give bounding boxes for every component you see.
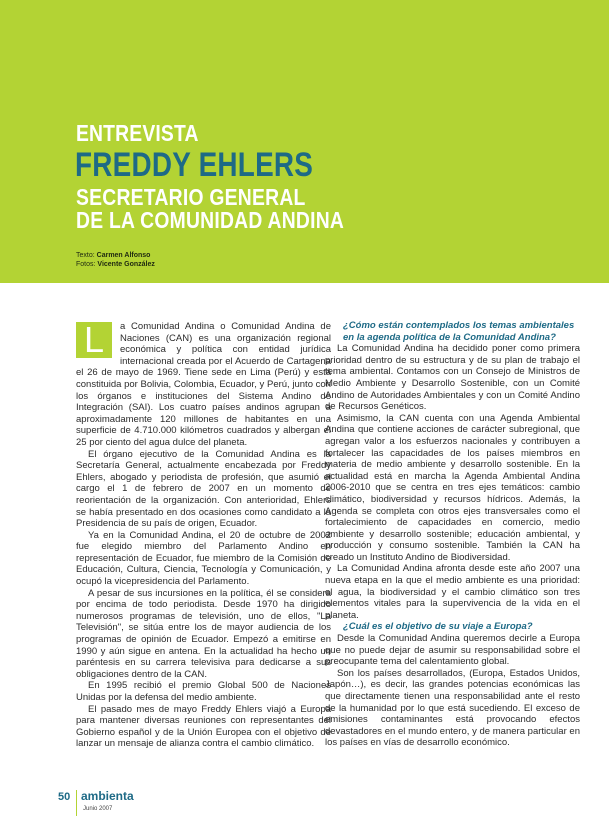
- paragraph: Son los países desarrollados, (Europa, Estados Unidos, Japón…), es decir, las grandes potencias económicas las que directamente tienen una responsabilidad ante el resto de la humanidad por lo que está sucediendo. El exceso de emisiones contaminantes está provocando efectos devastadores en el mundo entero, y de manera particular en los países en vías de desarrollo económico.: [325, 667, 580, 749]
- header-banner: [0, 0, 609, 283]
- photo-credit-author: Vicente González: [97, 261, 155, 268]
- subtitle-line-2: DE LA COMUNIDAD ANDINA: [76, 207, 345, 233]
- drop-cap: L: [76, 322, 112, 358]
- page-number: 50: [58, 791, 71, 803]
- paragraph: La Comunidad Andina afronta desde este año 2007 una nueva etapa en la que el medio ambiente es una prioridad: el agua, la biodiversidad y el cambio climático son tres elementos vitales para la supervivencia de la vida en el planeta.: [325, 563, 580, 621]
- interview-question: ¿Cómo están contemplados los temas ambientales en la agenda política de la Comunidad Andina?: [343, 320, 575, 343]
- paragraph: Asimismo, la CAN cuenta con una Agenda Ambiental Andina que contiene acciones de carácter subregional, que agregan valor a los esfuerzos nacionales y contribuyen a fortalecer las capacidades de los países miembros en materia de medio ambiente y desarrollo sostenible. En la actualidad está en marcha la Agenda Ambiental Andina 2006-2010 que se centra en tres ejes temáticos: cambio climático, biodiversidad y recursos hídricos. Además, la Agenda se completa con otros ejes transversales como el fortalecimiento de capacidades en comercio, medio ambiente y desarrollo sostenible; educación ambiental, y producción y consumo sostenible. También la CAN ha creado un Instituto Andino de Biodiversidad.: [325, 412, 580, 563]
- interviewee-name: FREDDY EHLERS: [75, 146, 314, 184]
- paragraph: A pesar de sus incursiones en la política, él se considera por encima de todo periodista. Desde 1970 ha dirigido numerosos programas de televisión, uno de ellos, "La Televisión", se sitúa entre los de mayor audiencia de los programas de opinión de Ecuador. Empezó a emitirse en 1990 y aún sigue en antena. En la actualidad ha hecho un paréntesis en su carrera televisiva para dedicarse a sus obligaciones dentro de la CAN.: [76, 587, 331, 680]
- text-credit: [76, 251, 155, 260]
- paragraph: Desde la Comunidad Andina queremos decirle a Europa que no puede dejar de asumir su responsabilidad sobre el preocupante tema del calentamiento global.: [325, 633, 580, 668]
- paragraph: El órgano ejecutivo de la Comunidad Andina es la Secretaría General, actualmente encabezada por Freddy Ehlers, abogado y periodista de profesión, que asumió el cargo el 1 de febrero de 2007 en un momento de reorientación de la organización. Con anterioridad, Ehlers se había presentado en dos ocasiones como candidato a la Presidencia de su país de origen, Ecuador.: [76, 448, 331, 530]
- paragraph: En 1995 recibió el premio Global 500 de Naciones Unidas por la defensa del medio ambiente.: [76, 680, 331, 703]
- photo-credit-label: Fotos:: [76, 261, 96, 268]
- photo-credit: [76, 260, 155, 269]
- paragraph: a Comunidad Andina o Comunidad Andina de Naciones (CAN) es una organización regional económica y política con entidad jurídica internacional creada por el Acuerdo de Cartagena el 26 de mayo de 1969. Tiene sede en Lima (Perú) y está constituida por Bolivia, Colombia, Ecuador, y Perú, junto con los órganos e instituciones del Sistema Andino de Integración (SAI). Los cuatro países andinos agrupan a aproximadamente 120 millones de habitantes en una superficie de 4.710.000 kilómetros cuadrados y albergan el 25 por ciento del agua dulce del planeta.: [76, 321, 331, 448]
- section-kicker: ENTREVISTA: [76, 120, 199, 146]
- article-column-right: [325, 320, 580, 749]
- interview-question: ¿Cuál es el objetivo de su viaje a Europa?: [343, 621, 533, 633]
- text-credit-label: Texto:: [76, 252, 95, 259]
- credits: [76, 251, 155, 269]
- paragraph: El pasado mes de mayo Freddy Ehlers viajó a Europa para mantener diversas reuniones con representantes del Gobierno español y de la Unión Europea con el objetivo de lanzar un mensaje de alianza contra el cambio climático.: [76, 703, 331, 750]
- article-column-left: [76, 321, 331, 750]
- subtitle-line-1: SECRETARIO GENERAL: [76, 184, 306, 210]
- issue-date: Junio 2007: [83, 806, 113, 812]
- paragraph: Ya en la Comunidad Andina, el 20 de octubre de 2002 fue elegido miembro del Parlamento Andino en representación de Ecuador, fue miembro de la Comisión de Educación, Cultura, Ciencia, Tecnología y Comunicación, y ocupó la vicepresidencia del Parlamento.: [76, 529, 331, 588]
- magazine-brand: ambienta: [81, 789, 134, 803]
- footer-divider: [76, 790, 77, 816]
- paragraph: La Comunidad Andina ha decidido poner como primera prioridad dentro de su estructura y de su plan de trabajo el tema ambiental. Contamos con un Consejo de Ministros de Medio Ambiente y Desarrollo Sostenible, con un Comité Andino de Autoridades Ambientales y con un Comité Andino de Recursos Genéticos.: [325, 343, 580, 413]
- text-credit-author: Carmen Alfonso: [96, 252, 151, 259]
